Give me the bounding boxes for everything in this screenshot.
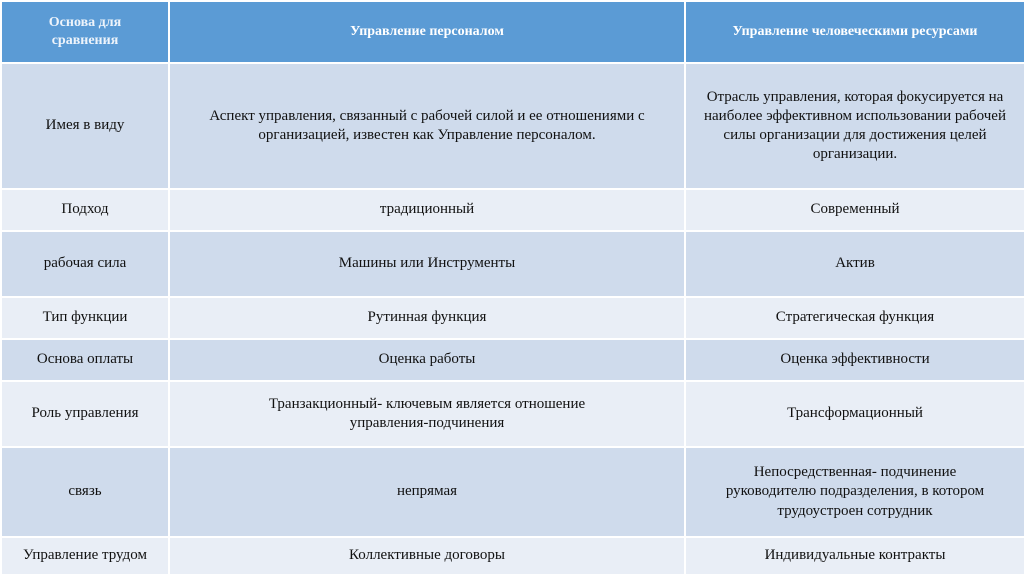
hrm-cell: Непосредственная- подчинение руководителю подразделения, в котором трудоустроен сотрудник	[685, 447, 1024, 537]
personnel-cell: Машины или Инструменты	[169, 231, 685, 297]
table-row	[1, 339, 1024, 381]
hrm-cell: Отрасль управления, которая фокусируется на наиболее эффективном использовании рабочей силы организации для достижения целей организации.	[685, 63, 1024, 189]
table-row	[1, 447, 1024, 537]
personnel-cell: Коллективные договоры	[169, 537, 685, 574]
row-basis-cell: рабочая сила	[1, 231, 169, 297]
table-row	[1, 297, 1024, 339]
row-basis-cell: связь	[1, 447, 169, 537]
table-row	[1, 381, 1024, 447]
row-basis-cell: Подход	[1, 189, 169, 231]
hrm-cell: Стратегическая функция	[685, 297, 1024, 339]
header-row	[1, 1, 1024, 63]
header-personnel-management: Управление персоналом	[169, 1, 685, 63]
personnel-cell: Оценка работы	[169, 339, 685, 381]
table-row	[1, 63, 1024, 189]
hrm-cell: Оценка эффективности	[685, 339, 1024, 381]
table-row	[1, 231, 1024, 297]
row-basis-cell: Основа оплаты	[1, 339, 169, 381]
personnel-cell: Рутинная функция	[169, 297, 685, 339]
table-row	[1, 189, 1024, 231]
hrm-cell: Трансформационный	[685, 381, 1024, 447]
row-basis-cell: Управление трудом	[1, 537, 169, 574]
hrm-cell: Современный	[685, 189, 1024, 231]
hrm-cell: Индивидуальные контракты	[685, 537, 1024, 574]
header-hr-management: Управление человеческими ресурсами	[685, 1, 1024, 63]
personnel-cell: традиционный	[169, 189, 685, 231]
row-basis-cell: Имея в виду	[1, 63, 169, 189]
header-basis: Основа для сравнения	[1, 1, 169, 63]
table-row	[1, 537, 1024, 574]
table-header	[1, 1, 1024, 63]
hrm-cell: Актив	[685, 231, 1024, 297]
personnel-cell: Транзакционный- ключевым является отношение управления-подчинения	[169, 381, 685, 447]
table-body	[1, 63, 1024, 574]
row-basis-cell: Тип функции	[1, 297, 169, 339]
personnel-cell: Аспект управления, связанный с рабочей силой и ее отношениями с организацией, известен как Управление персоналом.	[169, 63, 685, 189]
row-basis-cell: Роль управления	[1, 381, 169, 447]
personnel-cell: непрямая	[169, 447, 685, 537]
